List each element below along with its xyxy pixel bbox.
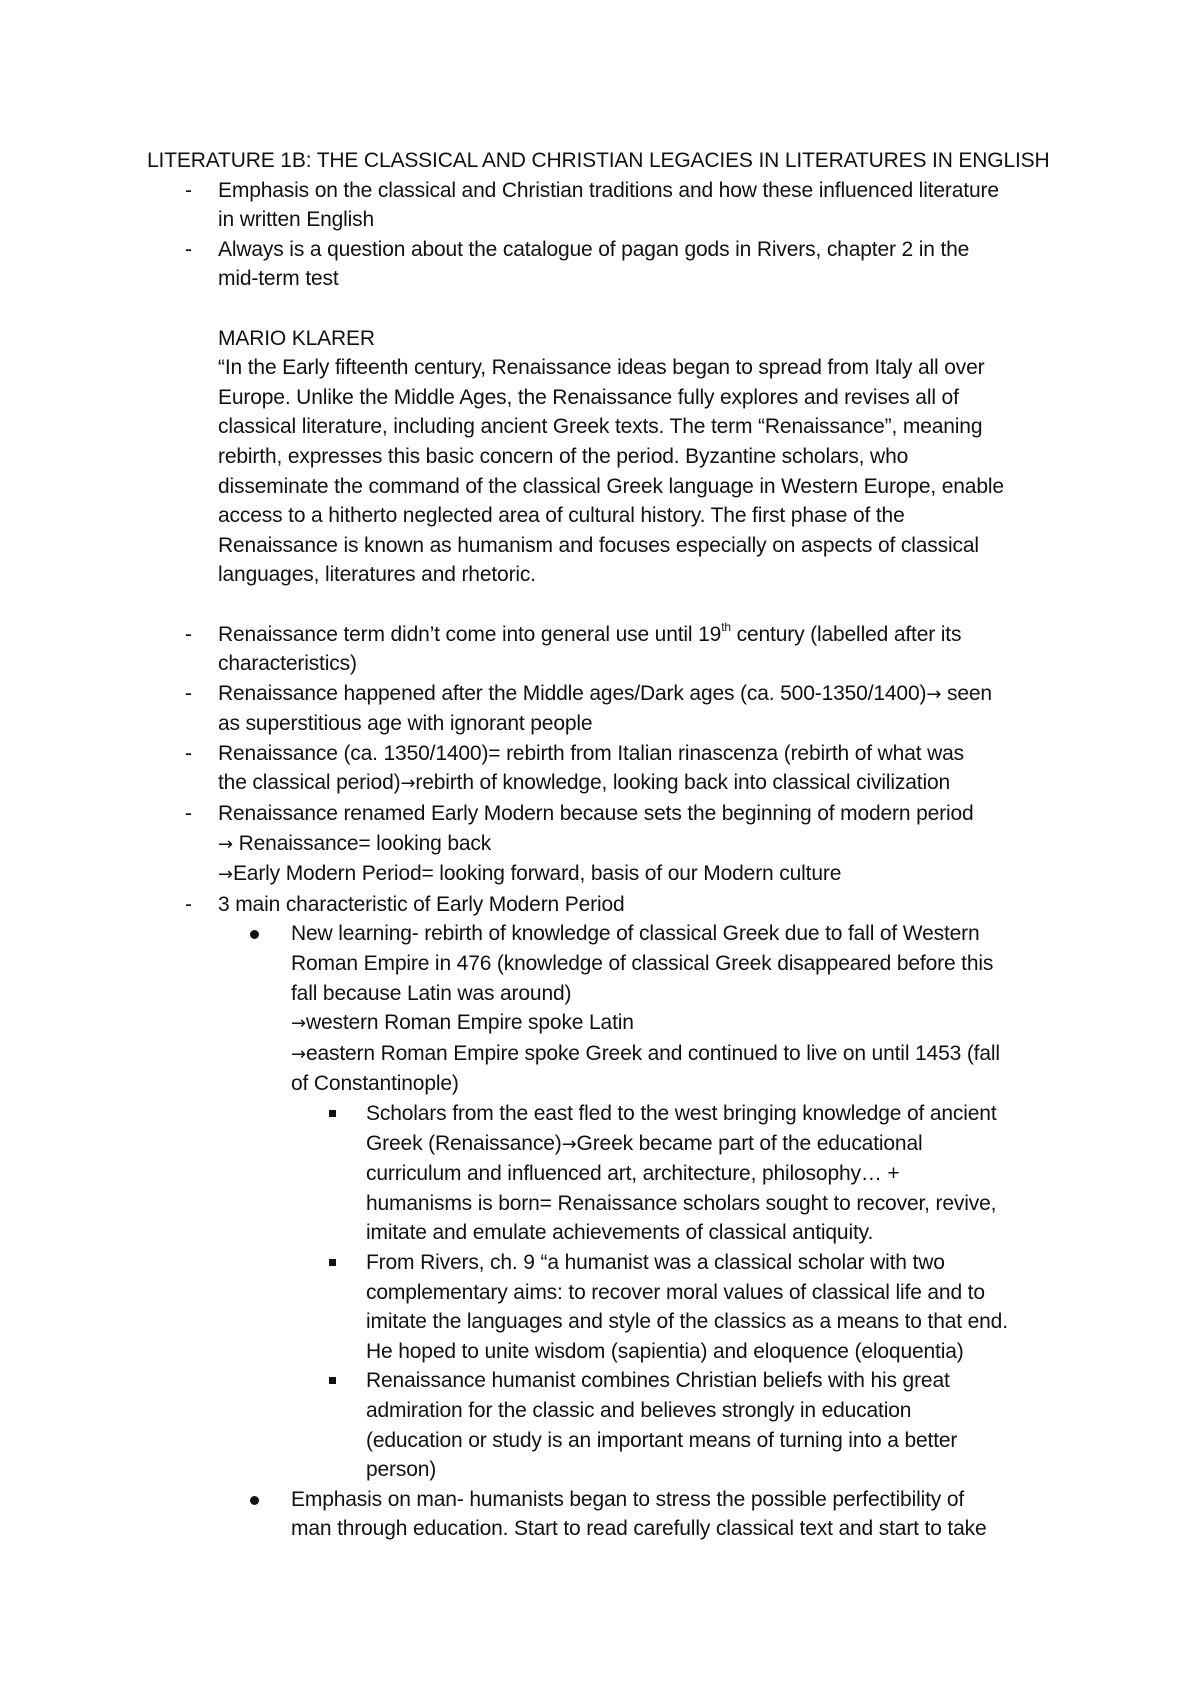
sub-bullet-text: He hoped to unite wisdom (sapientia) and eloquence (eloquentia) xyxy=(366,1339,964,1363)
text-run: rebirth of knowledge, looking back into classical civilization xyxy=(415,771,951,795)
bullet-text: Roman Empire in 476 (knowledge of classical Greek disappeared before this xyxy=(291,952,994,976)
quote-block xyxy=(147,353,1077,590)
bullet-dot-icon xyxy=(250,930,259,939)
dash-marker: - xyxy=(185,178,192,202)
quote-line: access to a hitherto neglected area of cultural history. The first phase of the xyxy=(218,504,905,528)
list-item-text: Always is a question about the catalogue of pagan gods in Rivers, chapter 2 in the xyxy=(218,237,970,261)
sub-bullet-item xyxy=(147,1099,1077,1248)
sub-bullet-item xyxy=(147,1248,1077,1366)
sub-bullet-text: person) xyxy=(366,1458,437,1482)
arrow-icon: → xyxy=(291,1043,306,1065)
sub-bullet-text: Scholars from the east fled to the west bringing knowledge of ancient xyxy=(366,1102,997,1125)
dash-marker: - xyxy=(185,892,192,916)
bullet-item xyxy=(147,1485,1077,1544)
arrow-icon: → xyxy=(218,864,233,886)
list-item-text: in written English xyxy=(218,208,375,232)
document-title: LITERATURE 1B: THE CLASSICAL AND CHRISTIAN LEGACIES IN LITERATURES IN ENGLISH xyxy=(147,149,1050,172)
list-item xyxy=(147,739,1077,799)
dash-marker: - xyxy=(185,741,192,765)
bullet-text: man through education. Start to read carefully classical text and start to take xyxy=(291,1517,987,1541)
bullet-text: Emphasis on man- humanists began to stress the possible perfectibility of xyxy=(291,1487,965,1511)
list-item-text: mid-term test xyxy=(218,267,339,291)
sub-bullet-item xyxy=(147,1366,1077,1484)
dash-marker: - xyxy=(185,681,192,705)
arrow-icon: → xyxy=(218,833,233,855)
text-run: Greek (Renaissance) xyxy=(366,1131,562,1155)
text-run: Renaissance happened after the Middle ages/Dark ages (ca. 500-1350/1400) xyxy=(218,681,927,705)
dash-marker: - xyxy=(185,802,192,826)
bullet-text xyxy=(291,1008,1077,1039)
sub-bullet-text: curriculum and influenced art, architecture, philosophy… + xyxy=(366,1162,900,1186)
square-bullet-icon xyxy=(329,1259,336,1266)
sub-bullet-text: imitate the languages and style of the classics as a means to that end. xyxy=(366,1310,1008,1334)
list-item xyxy=(147,176,1077,235)
quote-line: rebirth, expresses this basic concern of the period. Byzantine scholars, who xyxy=(218,444,909,468)
list-item-text xyxy=(218,620,1077,650)
list-item xyxy=(147,620,1077,679)
sub-bullet-text: admiration for the classic and believes strongly in education xyxy=(366,1398,912,1422)
list-item-text xyxy=(218,768,1077,799)
sub-bullet-text: imitate and emulate achievements of classical antiquity. xyxy=(366,1221,874,1245)
sub-bullet-text: (education or study is an important means of turning into a better xyxy=(366,1428,958,1452)
sub-bullet-text: complementary aims: to recover moral values of classical life and to xyxy=(366,1280,985,1304)
list-item xyxy=(147,679,1077,739)
list-item-text: 3 main characteristic of Early Modern Period xyxy=(218,892,625,916)
list-item-text xyxy=(218,679,1077,710)
text-run: Greek became part of the educational xyxy=(576,1131,923,1155)
list-item-text: Renaissance renamed Early Modern because sets the beginning of modern period xyxy=(218,802,974,826)
text-run: Early Modern Period= looking forward, basis of our Modern culture xyxy=(232,862,842,886)
bullet-text xyxy=(291,1039,1077,1070)
sub-bullet-text: humanisms is born= Renaissance scholars sought to recover, revive, xyxy=(366,1191,997,1215)
arrow-icon: → xyxy=(561,1133,577,1155)
dash-marker: - xyxy=(185,622,192,646)
list-item-text: characteristics) xyxy=(218,652,357,676)
text-run: seen xyxy=(941,681,992,705)
arrow-icon: → xyxy=(291,1013,306,1035)
list-item-text: as superstitious age with ignorant people xyxy=(218,712,593,736)
quote-line: Renaissance is known as humanism and focuses especially on aspects of classical xyxy=(218,533,979,557)
text-run: western Roman Empire spoke Latin xyxy=(305,1011,634,1035)
text-run: the classical period) xyxy=(218,771,401,795)
blank-line xyxy=(147,590,1077,620)
blank-line xyxy=(147,294,1077,324)
square-bullet-icon xyxy=(329,1377,336,1384)
quote-line: disseminate the command of the classical Greek language in Western Europe, enable xyxy=(218,474,1004,498)
sub-bullet-text: From Rivers, ch. 9 “a humanist was a classical scholar with two xyxy=(366,1250,945,1274)
bullet-text: fall because Latin was around) xyxy=(291,981,572,1005)
text-run: Renaissance= looking back xyxy=(232,831,492,855)
superscript: th xyxy=(721,619,731,634)
text-run: eastern Roman Empire spoke Greek and continued to live on until 1453 (fall xyxy=(305,1041,1000,1065)
list-item-text xyxy=(218,859,1077,890)
quote-author: MARIO KLARER xyxy=(218,326,375,350)
list-item xyxy=(147,890,1077,920)
bullet-dot-icon xyxy=(250,1496,259,1505)
document-body xyxy=(147,146,1077,1544)
list-item-text xyxy=(218,829,1077,860)
list-item-text: Renaissance (ca. 1350/1400)= rebirth from Italian rinascenza (rebirth of what was xyxy=(218,741,964,765)
bullet-item xyxy=(147,919,1077,1099)
square-bullet-icon xyxy=(329,1110,336,1117)
list-item xyxy=(147,235,1077,294)
list-item xyxy=(147,799,1077,890)
arrow-icon: → xyxy=(926,683,942,705)
text-run: Renaissance term didn’t come into general use until 19 xyxy=(218,622,722,646)
bullet-text: of Constantinople) xyxy=(291,1072,459,1096)
dash-marker: - xyxy=(185,237,192,261)
text-run: century (labelled after its xyxy=(730,622,962,646)
quote-line: Europe. Unlike the Middle Ages, the Renaissance fully explores and revises all of xyxy=(218,385,959,409)
sub-bullet-text: Renaissance humanist combines Christian beliefs with his great xyxy=(366,1369,950,1393)
sub-bullet-text xyxy=(366,1129,1077,1160)
list-item-text: Emphasis on the classical and Christian traditions and how these influenced literature xyxy=(218,178,999,202)
quote-line: “In the Early fifteenth century, Renaissance ideas began to spread from Italy all over xyxy=(218,356,985,380)
arrow-icon: → xyxy=(400,773,416,795)
quote-line: classical literature, including ancient Greek texts. The term “Renaissance”, meaning xyxy=(218,415,983,439)
quote-line: languages, literatures and rhetoric. xyxy=(218,563,536,587)
bullet-text: New learning- rebirth of knowledge of classical Greek due to fall of Western xyxy=(291,922,980,946)
